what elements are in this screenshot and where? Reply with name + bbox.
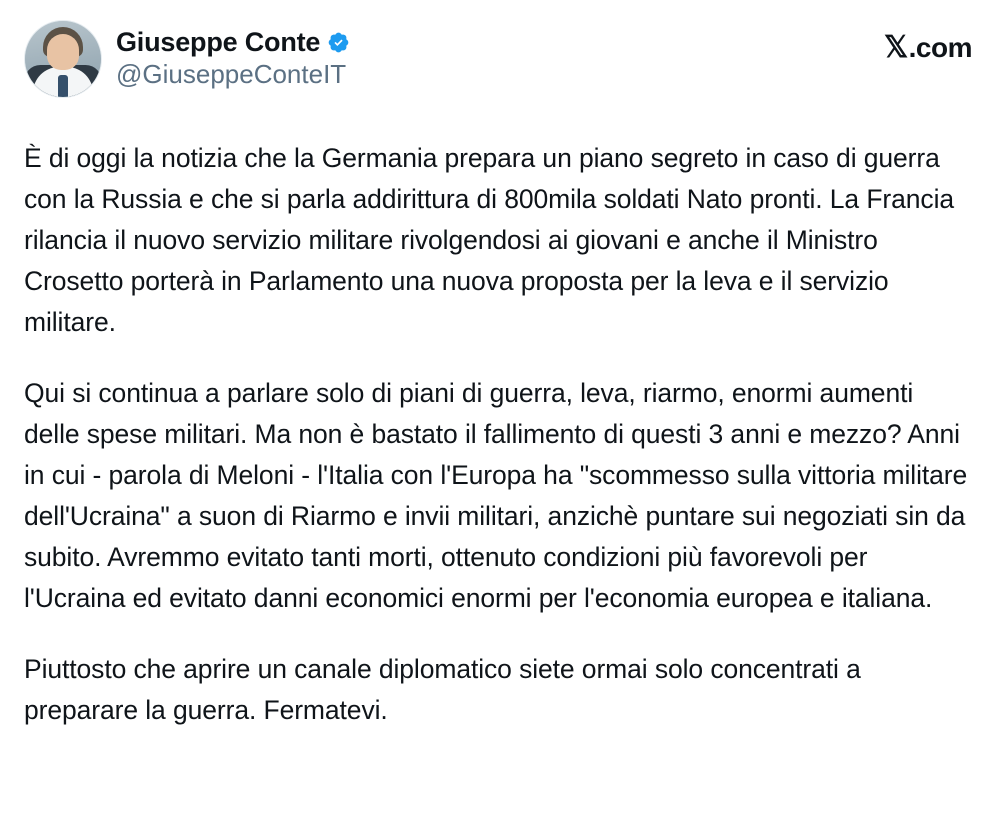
avatar-tie: [58, 75, 68, 98]
tweet-paragraph: Piuttosto che aprire un canale diplomatico siete ormai solo concentrati a preparare la guerra. Fermatevi.: [24, 654, 869, 725]
avatar-face: [47, 34, 79, 70]
x-brand-suffix: .com: [908, 32, 972, 63]
tweet-body: [24, 138, 975, 731]
author-block[interactable]: [24, 20, 350, 98]
author-names: [116, 28, 350, 91]
tweet-paragraph: È di oggi la notizia che la Germania prepara un piano segreto in caso di guerra con la Russia e che si parla addirittura di 800mila soldati Nato pronti. La Francia rilancia il nuovo servizio militare rivolgendosi ai giovani e anche il Ministro Crosetto porterà in Parlamento una nuova proposta per la leva e il servizio militare.: [24, 143, 962, 337]
avatar[interactable]: [24, 20, 102, 98]
author-display-name: Giuseppe Conte: [116, 26, 321, 57]
author-handle: @GiuseppeConteIT: [116, 59, 347, 90]
verified-badge-icon: [327, 31, 350, 54]
tweet-paragraph: Qui si continua a parlare solo di piani di guerra, leva, riarmo, enormi aumenti delle spese militari. Ma non è bastato il fallimento di questi 3 anni e mezzo? Anni in cui - parola di Meloni - l'Italia con l'Europa ha "scommesso sulla vittoria militare dell'Ucraina" a suon di Riarmo e invii militari, anzichè puntare sui negoziati sin da subito. Avremmo evitato tanti morti, ottenuto condizioni più favorevoli per l'Ucraina ed evitato danni economici enormi per l'economia europea e italiana.: [24, 378, 975, 613]
display-name-row: [116, 28, 350, 58]
tweet-header: [24, 20, 972, 116]
x-logo-icon: 𝕏: [883, 31, 908, 64]
x-brand: [884, 20, 972, 64]
